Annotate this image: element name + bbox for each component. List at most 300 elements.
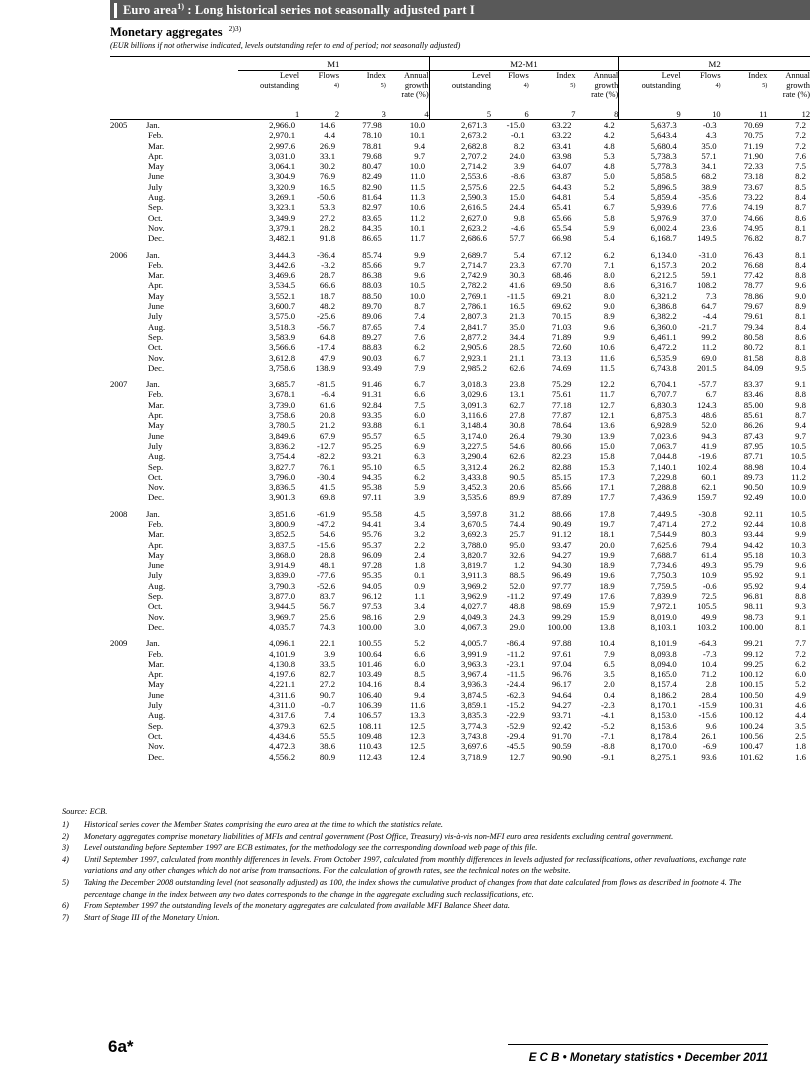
section-subtitle: Monetary aggregates $^{2)3)}$ [110, 24, 242, 40]
table-cell-c2: 28.8 [319, 549, 336, 560]
table-cell-c7: 96.49 [551, 570, 572, 581]
table-cell-c6: -29.4 [506, 730, 525, 741]
table-cell-c7: 85.66 [551, 482, 572, 493]
table-cell-c11: 81.58 [743, 352, 764, 363]
column-number-8: 8 [575, 109, 618, 120]
table-cell-c1: 3,442.6 [269, 259, 296, 270]
table-cell-c7: 82.23 [551, 451, 572, 462]
row-period-label: Aug. [148, 451, 166, 462]
table-cell-c3: 93.49 [362, 362, 382, 373]
table-cell-c6: -0.1 [510, 130, 525, 141]
table-cell-c9: 6,316.7 [650, 280, 677, 291]
table-cell-c1: 3,534.5 [269, 280, 296, 291]
table-cell-c8: 5.4 [603, 192, 615, 203]
group-header-m1: M1 [238, 57, 429, 71]
row-period-label: May [148, 679, 164, 690]
table-row [110, 311, 810, 321]
table-cell-c2: 90.7 [319, 689, 336, 700]
table-cell-c12: 9.3 [795, 601, 806, 612]
table-cell-c5: 3,452.3 [460, 482, 488, 493]
row-period-label: Oct. [148, 212, 163, 223]
table-cell-c4: 10.0 [409, 161, 426, 172]
table-cell-c8: 17.8 [599, 508, 615, 519]
table-cell-c6: -11.2 [506, 591, 525, 602]
table-cell-c6: 54.6 [509, 440, 525, 451]
table-cell-c5: 3,018.3 [460, 379, 488, 390]
table-cell-c4: 2.4 [414, 549, 426, 560]
table-cell-c11: 83.37 [743, 379, 764, 390]
table-cell-c3: 89.06 [362, 311, 382, 322]
table-cell-c3: 88.50 [362, 290, 382, 301]
row-period-label: Feb. [148, 389, 164, 400]
title-footnote-ref: 1) [177, 1, 185, 11]
table-cell-c2: 61.6 [319, 399, 336, 410]
table-cell-c8: 18.9 [599, 560, 615, 571]
row-period-label: Sep. [148, 331, 164, 342]
table-cell-c8: 5.3 [603, 150, 615, 161]
row-period-label: Nov. [148, 741, 165, 752]
column-number-9: 9 [619, 109, 681, 120]
table-cell-c6: 62.6 [509, 362, 525, 373]
table-cell-c4: 6.9 [414, 440, 426, 451]
table-cell-c12: 8.6 [795, 331, 806, 342]
table-cell-c6: 9.8 [513, 212, 525, 223]
table-cell-c3: 95.76 [362, 529, 382, 540]
table-cell-c1: 4,197.6 [269, 669, 296, 680]
table-cell-c7: 69.21 [551, 290, 572, 301]
table-cell-c8: 15.9 [599, 611, 615, 622]
table-cell-c7: 97.49 [551, 591, 572, 602]
table-cell-c12: 1.6 [795, 751, 806, 762]
table-cell-c12: 10.0 [790, 492, 806, 503]
table-cell-c9: 5,680.4 [650, 140, 677, 151]
table-cell-c12: 6.2 [795, 658, 806, 669]
footer-caption: E C B • Monetary statistics • December 2011 [528, 1052, 768, 1064]
table-cell-c5: 4,049.3 [460, 611, 488, 622]
table-row [110, 420, 810, 430]
table-cell-c2: 55.5 [319, 730, 336, 741]
table-cell-c2: -81.5 [316, 379, 336, 390]
table-cell-c1: 3,678.1 [269, 389, 296, 400]
table-cell-c12: 8.4 [795, 192, 806, 203]
table-cell-c2: 27.2 [319, 679, 336, 690]
row-period-label: Apr. [148, 150, 164, 161]
table-cell-c9: 7,044.8 [650, 451, 677, 462]
table-row [110, 752, 810, 762]
table-cell-c1: 4,101.9 [269, 648, 296, 659]
row-period-label: June [148, 430, 164, 441]
table-cell-c10: 9.6 [705, 720, 717, 731]
table-cell-c9: 5,643.4 [650, 130, 677, 141]
table-cell-c7: 94.27 [551, 700, 572, 711]
table-cell-c5: 2,714.2 [460, 161, 488, 172]
table-cell-c9: 6,382.2 [650, 311, 677, 322]
table-cell-c3: 91.46 [362, 379, 382, 390]
table-row [110, 213, 810, 223]
table-cell-c7: 77.18 [551, 399, 572, 410]
table-cell-c6: -11.5 [506, 669, 525, 680]
table-cell-c8: 5.8 [603, 212, 615, 223]
row-period-label: June [148, 301, 164, 312]
row-period-label: Mar. [148, 140, 165, 151]
table-cell-c9: 8,157.4 [650, 679, 677, 690]
sub-header-period [110, 71, 238, 110]
table-cell-c6: 52.0 [509, 580, 525, 591]
table-cell-c2: -30.4 [316, 471, 336, 482]
table-cell-c3: 86.65 [362, 233, 382, 244]
table-cell-c1: 3,780.5 [269, 420, 296, 431]
table-cell-c9: 6,707.7 [650, 389, 677, 400]
table-cell-c10: 93.6 [701, 751, 717, 762]
column-number-row [110, 109, 810, 120]
table-cell-c4: 11.5 [410, 181, 426, 192]
table-cell-c2: 66.6 [319, 280, 336, 291]
table-cell-c3: 94.35 [362, 471, 382, 482]
units-note: (EUR billions if not otherwise indicated, levels outstanding refer to end of period; not seasonally adjusted) [110, 41, 461, 50]
row-period-label: Dec. [148, 362, 165, 373]
table-cell-c10: 26.1 [701, 730, 717, 741]
table-cell-c8: 15.3 [599, 461, 615, 472]
table-cell-c9: 8,101.9 [650, 638, 677, 649]
table-cell-c11: 78.77 [743, 280, 764, 291]
table-cell-c3: 104.16 [357, 679, 382, 690]
table-cell-c7: 71.89 [551, 331, 572, 342]
footnote-text: Level outstanding before September 1997 are ECB estimates, for the methodology see the corresponding download web page of this file. [84, 843, 538, 853]
table-cell-c9: 7,734.6 [650, 560, 677, 571]
table-cell-c5: 3,029.6 [460, 389, 488, 400]
table-cell-c11: 74.19 [743, 202, 764, 213]
table-cell-c5: 3,835.3 [460, 710, 488, 721]
table-cell-c3: 83.65 [362, 212, 382, 223]
table-row [110, 721, 810, 731]
table-cell-c1: 4,434.6 [269, 730, 296, 741]
table-cell-c2: -6.4 [321, 389, 336, 400]
table-cell-c11: 100.12 [739, 710, 764, 721]
table-row [110, 441, 810, 451]
table-cell-c11: 78.86 [743, 290, 764, 301]
table-cell-c4: 7.4 [414, 311, 426, 322]
table-cell-c8: 9.0 [603, 301, 615, 312]
table-cell-c1: 3,969.7 [269, 611, 296, 622]
table-cell-c3: 95.10 [362, 461, 382, 472]
table-cell-c6: 12.7 [509, 751, 525, 762]
table-cell-c11: 99.12 [743, 648, 764, 659]
table-cell-c7: 100.00 [547, 621, 572, 632]
table-row [110, 141, 810, 151]
table-cell-c3: 108.11 [358, 720, 382, 731]
table-cell-c12: 3.5 [795, 720, 806, 731]
table-cell-c12: 8.1 [795, 311, 806, 322]
table-cell-c8: 5.0 [603, 171, 615, 182]
table-row [110, 410, 810, 420]
table-cell-c9: 7,471.4 [650, 518, 677, 529]
table-cell-c10: 4.3 [705, 130, 717, 141]
table-cell-c5: 3,991.9 [460, 648, 488, 659]
table-cell-c7: 96.76 [551, 669, 572, 680]
table-cell-c12: 8.9 [795, 301, 806, 312]
table-cell-c7: 90.59 [551, 741, 572, 752]
table-cell-c10: 149.5 [697, 233, 717, 244]
table-cell-c1: 3,482.1 [269, 233, 296, 244]
table-cell-c9: 7,688.7 [650, 549, 677, 560]
table-cell-c10: 72.5 [701, 591, 717, 602]
footnote-text: Start of Stage III of the Monetary Union. [84, 912, 220, 922]
table-cell-c12: 8.4 [795, 259, 806, 270]
table-cell-c11: 99.25 [743, 658, 764, 669]
table-cell-c11: 95.18 [743, 549, 764, 560]
table-cell-c3: 95.35 [362, 570, 382, 581]
table-cell-c5: 2,714.7 [460, 259, 488, 270]
footnote-text: Monetary aggregates comprise monetary liabilities of MFIs and central government (Post Office, Treasury) vis-à-vis non-MFI euro area residents excluding central government. [84, 831, 674, 841]
table-cell-c2: -77.6 [316, 570, 336, 581]
footnote-text: From September 1997 the outstanding levels of the monetary aggregates are calculated from available MFI Balance Sheet data. [84, 901, 510, 911]
table-cell-c2: 7.4 [324, 710, 336, 721]
row-period-label: July [148, 181, 163, 192]
footnote-marker: 6) [62, 901, 69, 911]
table-cell-c11: 100.15 [739, 679, 764, 690]
sub-header-m1-flows: Flows $^{4)}$ [318, 71, 340, 89]
table-row [110, 519, 810, 529]
table-cell-c9: 7,229.8 [650, 471, 677, 482]
table-cell-c3: 81.64 [362, 192, 382, 203]
table-row [110, 431, 810, 441]
table-cell-c11: 100.47 [739, 741, 764, 752]
table-cell-c10: 59.1 [701, 270, 717, 281]
table-cell-c5: 2,553.6 [460, 171, 488, 182]
table-cell-c9: 8,170.1 [650, 700, 677, 711]
table-cell-c2: -61.9 [316, 508, 336, 519]
table-cell-c8: 7.9 [603, 648, 615, 659]
table-cell-c1: 3,754.4 [269, 451, 296, 462]
table-cell-c3: 84.35 [362, 222, 382, 233]
footnotes-block [62, 806, 768, 923]
table-cell-c7: 73.13 [551, 352, 572, 363]
table-cell-c12: 9.6 [795, 560, 806, 571]
table-cell-c11: 98.11 [744, 601, 764, 612]
table-cell-c3: 97.11 [362, 492, 382, 503]
table-cell-c4: 6.0 [414, 658, 426, 669]
table-cell-c7: 74.69 [551, 362, 572, 373]
table-cell-c10: 49.9 [701, 611, 717, 622]
table-cell-c8: 12.7 [599, 399, 615, 410]
table-cell-c5: 2,686.6 [460, 233, 488, 244]
table-cell-c6: 62.7 [509, 399, 525, 410]
table-cell-c2: 67.9 [319, 430, 336, 441]
table-cell-c7: 79.30 [551, 430, 572, 441]
table-cell-c4: 7.4 [414, 321, 426, 332]
table-cell-c6: -22.9 [506, 710, 525, 721]
table-cell-c8: 4.2 [603, 120, 615, 130]
table-cell-c6: -62.3 [506, 689, 525, 700]
table-cell-c1: 3,839.0 [269, 570, 296, 581]
table-cell-c10: 60.1 [701, 471, 717, 482]
table-row [110, 601, 810, 611]
table-cell-c2: 76.1 [319, 461, 336, 472]
row-period-label: 2007 Jan. [110, 379, 160, 390]
table-cell-c12: 7.6 [795, 150, 806, 161]
footnote-text: Taking the December 2008 outstanding level (not seasonally adjusted) as 100, the index shows the cumulative product of changes from that date calculated from flows as described in footnote 4. The percentage change in the index between any two dates corresponds to the change in the aggregate excluding such reclassifications, etc. [84, 878, 742, 899]
table-cell-c11: 80.58 [743, 331, 764, 342]
table-cell-c1: 3,552.1 [269, 290, 296, 301]
sub-header-m2-growth: Annual growth rate (%) [782, 71, 810, 99]
table-cell-c3: 89.27 [362, 331, 382, 342]
table-cell-c12: 7.2 [795, 648, 806, 659]
table-cell-c11: 70.75 [743, 130, 764, 141]
table-cell-c11: 80.72 [743, 342, 764, 353]
table-cell-c12: 7.2 [795, 140, 806, 151]
table-cell-c3: 95.58 [362, 508, 382, 519]
table-cell-c8: 13.6 [599, 420, 615, 431]
table-cell-c1: 3,944.5 [269, 601, 296, 612]
table-cell-c2: 76.9 [319, 171, 336, 182]
table-cell-c2: 41.5 [319, 482, 336, 493]
sub-header-m1-level: Level outstanding [260, 71, 300, 90]
table-row [110, 638, 810, 648]
column-number-6: 6 [491, 109, 529, 120]
table-cell-c5: 2,671.3 [460, 120, 488, 130]
table-cell-c2: 54.6 [319, 529, 336, 540]
footer-divider [508, 1044, 768, 1045]
table-cell-c8: 12.1 [599, 410, 615, 421]
table-cell-c6: 23.3 [509, 259, 525, 270]
table-cell-c5: 3,148.4 [460, 420, 488, 431]
table-cell-c2: 53.3 [319, 202, 336, 213]
table-cell-c12: 8.7 [795, 233, 806, 244]
table-cell-c8: 8.0 [603, 270, 615, 281]
table-cell-c11: 84.09 [743, 362, 764, 373]
table-cell-c2: -3.2 [321, 259, 336, 270]
table-cell-c4: 9.4 [414, 140, 426, 151]
table-cell-c12: 8.6 [795, 212, 806, 223]
table-cell-c2: 4.4 [324, 130, 336, 141]
table-cell-c1: 2,997.6 [269, 140, 296, 151]
table-cell-c1: 3,836.2 [269, 440, 296, 451]
table-cell-c8: 19.6 [599, 570, 615, 581]
footnote-item [62, 854, 768, 877]
table-cell-c10: 23.6 [701, 222, 717, 233]
table-cell-c4: 3.9 [414, 492, 426, 503]
table-cell-c4: 3.4 [414, 518, 426, 529]
table-cell-c8: 17.1 [599, 482, 615, 493]
table-cell-c2: 33.1 [319, 150, 336, 161]
title-banner-inner [114, 3, 475, 18]
table-cell-c12: 8.8 [795, 591, 806, 602]
row-period-label: Apr. [148, 280, 164, 291]
column-number-1: 1 [238, 109, 299, 120]
table-cell-c8: 8.6 [603, 280, 615, 291]
table-cell-c9: 5,637.3 [650, 120, 677, 130]
group-header-blank [110, 57, 238, 71]
table-cell-c12: 9.1 [795, 379, 806, 390]
table-cell-c9: 5,976.9 [650, 212, 677, 223]
table-cell-c6: 1.2 [513, 560, 525, 571]
sub-header-m1-growth: Annual growth rate (%) [401, 71, 429, 99]
table-cell-c8: -7.1 [601, 730, 615, 741]
table-cell-c8: 19.7 [599, 518, 615, 529]
table-row [110, 591, 810, 601]
table-cell-c1: 3,064.1 [269, 161, 296, 172]
table-cell-c1: 3,827.7 [269, 461, 296, 472]
table-cell-c6: 20.6 [509, 482, 525, 493]
table-cell-c3: 82.49 [362, 171, 382, 182]
table-cell-c8: 4.8 [603, 161, 615, 172]
table-cell-c2: 47.9 [319, 352, 336, 363]
table-cell-c4: 6.5 [414, 430, 426, 441]
table-row [110, 731, 810, 741]
row-period-label: Dec. [148, 751, 165, 762]
table-cell-c5: 3,774.3 [460, 720, 488, 731]
table-cell-c1: 3,901.3 [269, 492, 296, 503]
table-cell-c4: 6.0 [414, 410, 426, 421]
table-cell-c12: 7.2 [795, 120, 806, 130]
table-row [110, 202, 810, 212]
table-cell-c4: 9.9 [414, 249, 426, 260]
table-cell-c12: 9.7 [795, 430, 806, 441]
table-cell-c12: 4.6 [795, 700, 806, 711]
table-cell-c11: 95.79 [743, 560, 764, 571]
table-cell-c10: 103.2 [697, 621, 717, 632]
table-cell-c2: 64.8 [319, 331, 336, 342]
table-cell-c5: 2,689.7 [460, 249, 488, 260]
table-cell-c7: 78.64 [551, 420, 572, 431]
table-cell-c5: 3,718.9 [460, 751, 488, 762]
table-cell-c4: 12.5 [409, 720, 426, 731]
row-period-label: Aug. [148, 580, 166, 591]
table-cell-c9: 6,875.3 [650, 410, 677, 421]
table-cell-c8: 0.4 [603, 689, 615, 700]
table-cell-c5: 3,788.0 [460, 539, 488, 550]
row-period-label: June [148, 689, 164, 700]
table-cell-c10: 48.6 [701, 410, 717, 421]
table-cell-c6: 34.4 [509, 331, 525, 342]
table-cell-c11: 92.49 [743, 492, 764, 503]
column-number-10: 10 [681, 109, 721, 120]
table-cell-c10: 64.7 [701, 301, 717, 312]
table-cell-c4: 6.1 [414, 420, 426, 431]
table-cell-c1: 4,130.8 [269, 658, 296, 669]
monetary-aggregates-table [110, 56, 810, 762]
sub-header-row [110, 71, 810, 110]
table-cell-c5: 3,433.8 [460, 471, 488, 482]
table-cell-c3: 95.38 [362, 482, 382, 493]
table-cell-c1: 3,612.8 [269, 352, 296, 363]
table-cell-c2: 28.2 [319, 222, 336, 233]
table-cell-c7: 91.70 [551, 730, 572, 741]
table-cell-c12: 8.7 [795, 410, 806, 421]
table-cell-c3: 110.43 [358, 741, 382, 752]
table-cell-c6: -24.4 [506, 679, 525, 690]
table-cell-c11: 92.11 [744, 508, 764, 519]
table-cell-c6: 28.5 [509, 342, 525, 353]
table-cell-c11: 89.73 [743, 471, 764, 482]
table-cell-c1: 3,379.1 [269, 222, 296, 233]
table-cell-c1: 3,323.1 [269, 202, 296, 213]
table-cell-c5: 3,936.3 [460, 679, 488, 690]
data-table-container [110, 56, 810, 762]
table-cell-c7: 64.43 [551, 181, 572, 192]
table-cell-c5: 2,769.1 [460, 290, 488, 301]
table-cell-c6: 26.4 [509, 430, 525, 441]
table-cell-c7: 68.46 [551, 270, 572, 281]
table-cell-c11: 74.66 [743, 212, 764, 223]
table-cell-c9: 6,386.8 [650, 301, 677, 312]
table-cell-c1: 3,349.9 [269, 212, 296, 223]
table-cell-c1: 2,966.0 [269, 120, 296, 130]
row-period-label: Feb. [148, 648, 164, 659]
table-cell-c3: 100.00 [357, 621, 382, 632]
table-cell-c5: 2,923.1 [460, 352, 488, 363]
table-cell-c12: 7.7 [795, 638, 806, 649]
